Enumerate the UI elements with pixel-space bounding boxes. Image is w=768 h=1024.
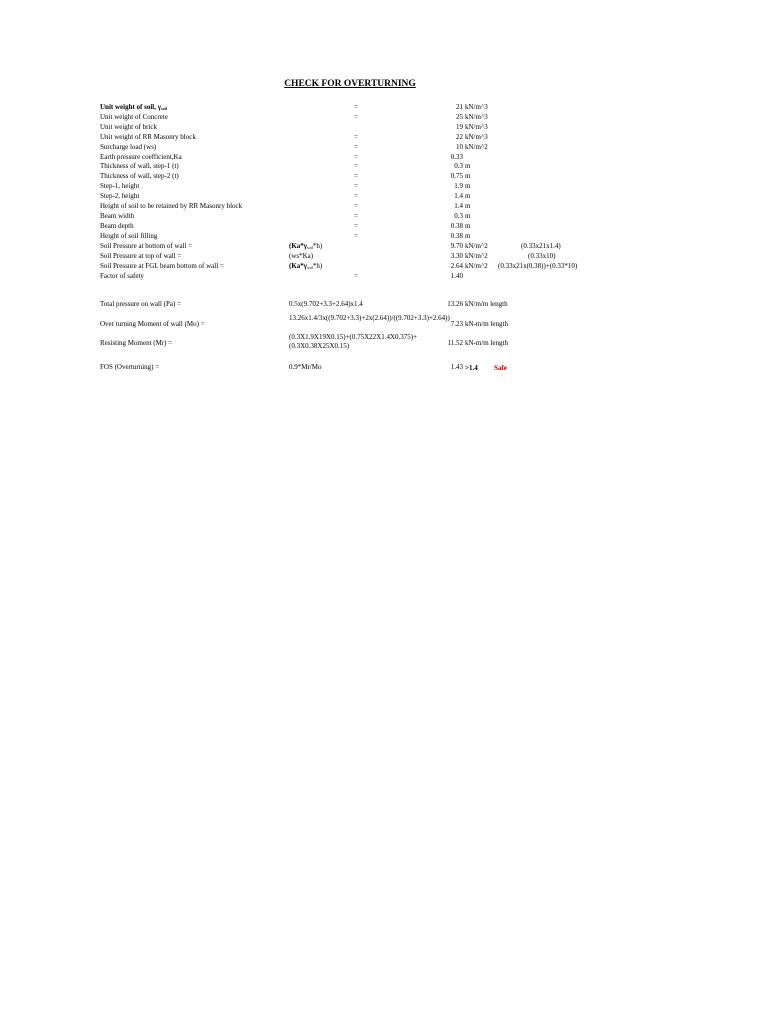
input-label: Step-2, height xyxy=(100,192,140,201)
input-value: 22 xyxy=(456,132,463,141)
subscript: soil xyxy=(307,264,313,270)
pressure-label: Soil Pressure at FGL beam bottom of wall = xyxy=(100,261,224,270)
equals-sign: = xyxy=(354,162,358,171)
pressure-note: (0.33x10) xyxy=(528,251,556,260)
resisting-moment-value: 11.52 xyxy=(447,339,463,347)
page-title: CHECK FOR OVERTURNING xyxy=(284,79,416,89)
input-unit: m xyxy=(465,182,471,191)
resisting-moment-row xyxy=(0,333,768,353)
total-pressure-label: Total pressure on wall (Pa) = xyxy=(100,300,182,308)
input-unit: m xyxy=(465,172,471,181)
input-row xyxy=(0,221,768,231)
equals-sign: = xyxy=(354,202,358,210)
overturning-moment-row xyxy=(0,314,768,334)
input-row xyxy=(0,152,768,162)
equals-sign: = xyxy=(354,221,358,230)
input-row xyxy=(0,211,768,221)
input-value: 10 xyxy=(456,142,463,151)
input-unit: kN/m^3 xyxy=(465,132,488,141)
subscript: soil xyxy=(307,244,313,250)
input-row xyxy=(0,181,768,191)
input-row xyxy=(0,102,768,112)
input-label: Unit weight of Concrete xyxy=(100,112,168,121)
input-label: Step-1, height xyxy=(100,182,140,191)
input-label: Beam depth xyxy=(100,221,134,230)
equals-sign: = xyxy=(354,192,358,201)
pressure-note: (0.33x21x1.4) xyxy=(521,241,561,250)
input-value: 25 xyxy=(456,112,463,121)
overturning-moment-expression: 13.26x1.4/3x((9.702+3.3)+2x(2.64))/((9.702+3.3)+2.64)) xyxy=(289,314,450,322)
pressure-value: 2.64 xyxy=(450,261,463,270)
input-row xyxy=(0,201,768,211)
total-pressure-expression: 0.5x(9.702+3.3+2.64)x1.4 xyxy=(289,300,363,308)
overturning-moment-label: Over turning Moment of wall (Mo) = xyxy=(100,320,205,328)
resisting-moment-expression: (0.3X1.9X19X0.15)+(0.75X22X1.4X0.375)+(0.3X0.38X25X0.15) xyxy=(289,333,418,350)
input-label: Thickness of wall, step-2 (t) xyxy=(100,172,179,181)
equals-sign: = xyxy=(354,112,358,121)
input-value: 1.9 xyxy=(454,182,463,191)
input-row xyxy=(0,171,768,181)
equals-sign: = xyxy=(354,272,358,281)
pressure-note: (0.33x21x(0.38))+(0.33*10) xyxy=(498,261,578,270)
pressure-row xyxy=(0,261,768,271)
pressure-label: Soil Pressure at bottom of wall = xyxy=(100,241,193,250)
pressure-value: 1.40 xyxy=(450,272,463,281)
input-unit: m xyxy=(465,231,471,240)
input-unit: kN/m^2 xyxy=(465,142,488,151)
input-unit: m xyxy=(465,192,471,201)
input-label: Earth pressure coefficient,Ka xyxy=(100,152,182,161)
pressure-label: Factor of safety xyxy=(100,272,144,281)
input-row xyxy=(0,191,768,201)
input-label: Height of soil to be retained by RR Masonry block xyxy=(100,202,243,210)
input-label: Beam width xyxy=(100,211,135,220)
input-value: 0.3 xyxy=(454,211,463,220)
equals-sign: = xyxy=(354,152,358,161)
input-value: 21 xyxy=(456,103,463,111)
total-pressure-row xyxy=(0,299,768,309)
input-unit: kN/m^3 xyxy=(465,122,488,131)
equals-sign: = xyxy=(354,211,358,220)
pressure-row xyxy=(0,251,768,261)
input-unit: kN/m^3 xyxy=(465,112,488,121)
input-row xyxy=(0,142,768,152)
pressure-label: Soil Pressure at top of wall = xyxy=(100,251,182,260)
pressure-expression: $(Ka*\gamma_{soil}*h)$ xyxy=(289,261,323,270)
input-label: Unit weight of soil, $\gamma_{soil}$ xyxy=(100,103,167,111)
equals-sign: = xyxy=(354,231,358,240)
input-label: Unit weight of brick xyxy=(100,122,157,131)
input-row xyxy=(0,231,768,241)
input-value: 0.38 xyxy=(450,221,463,230)
equals-sign: = xyxy=(354,142,358,151)
pressure-value: 9.70 xyxy=(450,241,463,250)
equals-sign: = xyxy=(354,182,358,191)
equals-sign: = xyxy=(354,132,358,141)
input-value: 0.33 xyxy=(450,152,463,161)
input-row xyxy=(0,112,768,122)
status-badge: Safe xyxy=(494,364,507,372)
subscript: soil xyxy=(161,106,167,111)
pressure-unit: kN/m^2 xyxy=(465,251,488,260)
pressure-unit: kN/m^2 xyxy=(465,261,488,270)
resisting-moment-label: Resisting Moment (Mr) = xyxy=(100,339,173,347)
input-label: Surcharge load (ws) xyxy=(100,142,157,151)
pressure-row xyxy=(0,241,768,251)
input-value: 19 xyxy=(456,122,463,131)
input-value: 0.75 xyxy=(450,172,463,181)
input-unit: m xyxy=(465,211,471,220)
input-unit: kN/m^3 xyxy=(465,103,488,111)
input-unit: m xyxy=(465,221,471,230)
equals-sign: = xyxy=(354,172,358,181)
pressure-value: 3.30 xyxy=(450,251,463,260)
input-label: Height of soil filling xyxy=(100,231,158,240)
input-unit: m xyxy=(465,202,471,210)
pressure-unit: kN/m^2 xyxy=(465,241,488,250)
pressure-row xyxy=(0,271,768,281)
input-label: Unit weight of RR Masonry block xyxy=(100,132,196,141)
input-value: 0.3 xyxy=(454,162,463,171)
input-value: 1.4 xyxy=(454,202,463,210)
fos-row xyxy=(0,362,768,372)
overturning-moment-value: 7.23 xyxy=(450,320,463,328)
total-pressure-unit: kN/m/m length xyxy=(465,300,508,308)
total-pressure-value: 13.26 xyxy=(447,300,463,308)
input-value: 1.4 xyxy=(454,192,463,201)
input-row xyxy=(0,161,768,171)
input-unit: m xyxy=(465,162,471,171)
input-row xyxy=(0,132,768,142)
fos-label: FOS (Overturning) = xyxy=(100,363,160,371)
fos-threshold: >1.4 xyxy=(465,364,478,372)
pressure-expression: $(Ka*\gamma_{soil}*h)$ xyxy=(289,241,323,250)
resisting-moment-unit: kN-m/m length xyxy=(465,339,508,347)
input-label: Thickness of wall, step-1 (t) xyxy=(100,162,179,171)
fos-expression: 0.9*Mr/Mo xyxy=(289,363,322,371)
overturning-moment-unit: kN-m/m length xyxy=(465,320,508,328)
input-value: 0.38 xyxy=(450,231,463,240)
input-row xyxy=(0,122,768,132)
fos-value: 1.43 xyxy=(450,363,463,371)
pressure-expression: (ws*Ka) xyxy=(289,251,314,260)
equals-sign: = xyxy=(354,103,358,111)
